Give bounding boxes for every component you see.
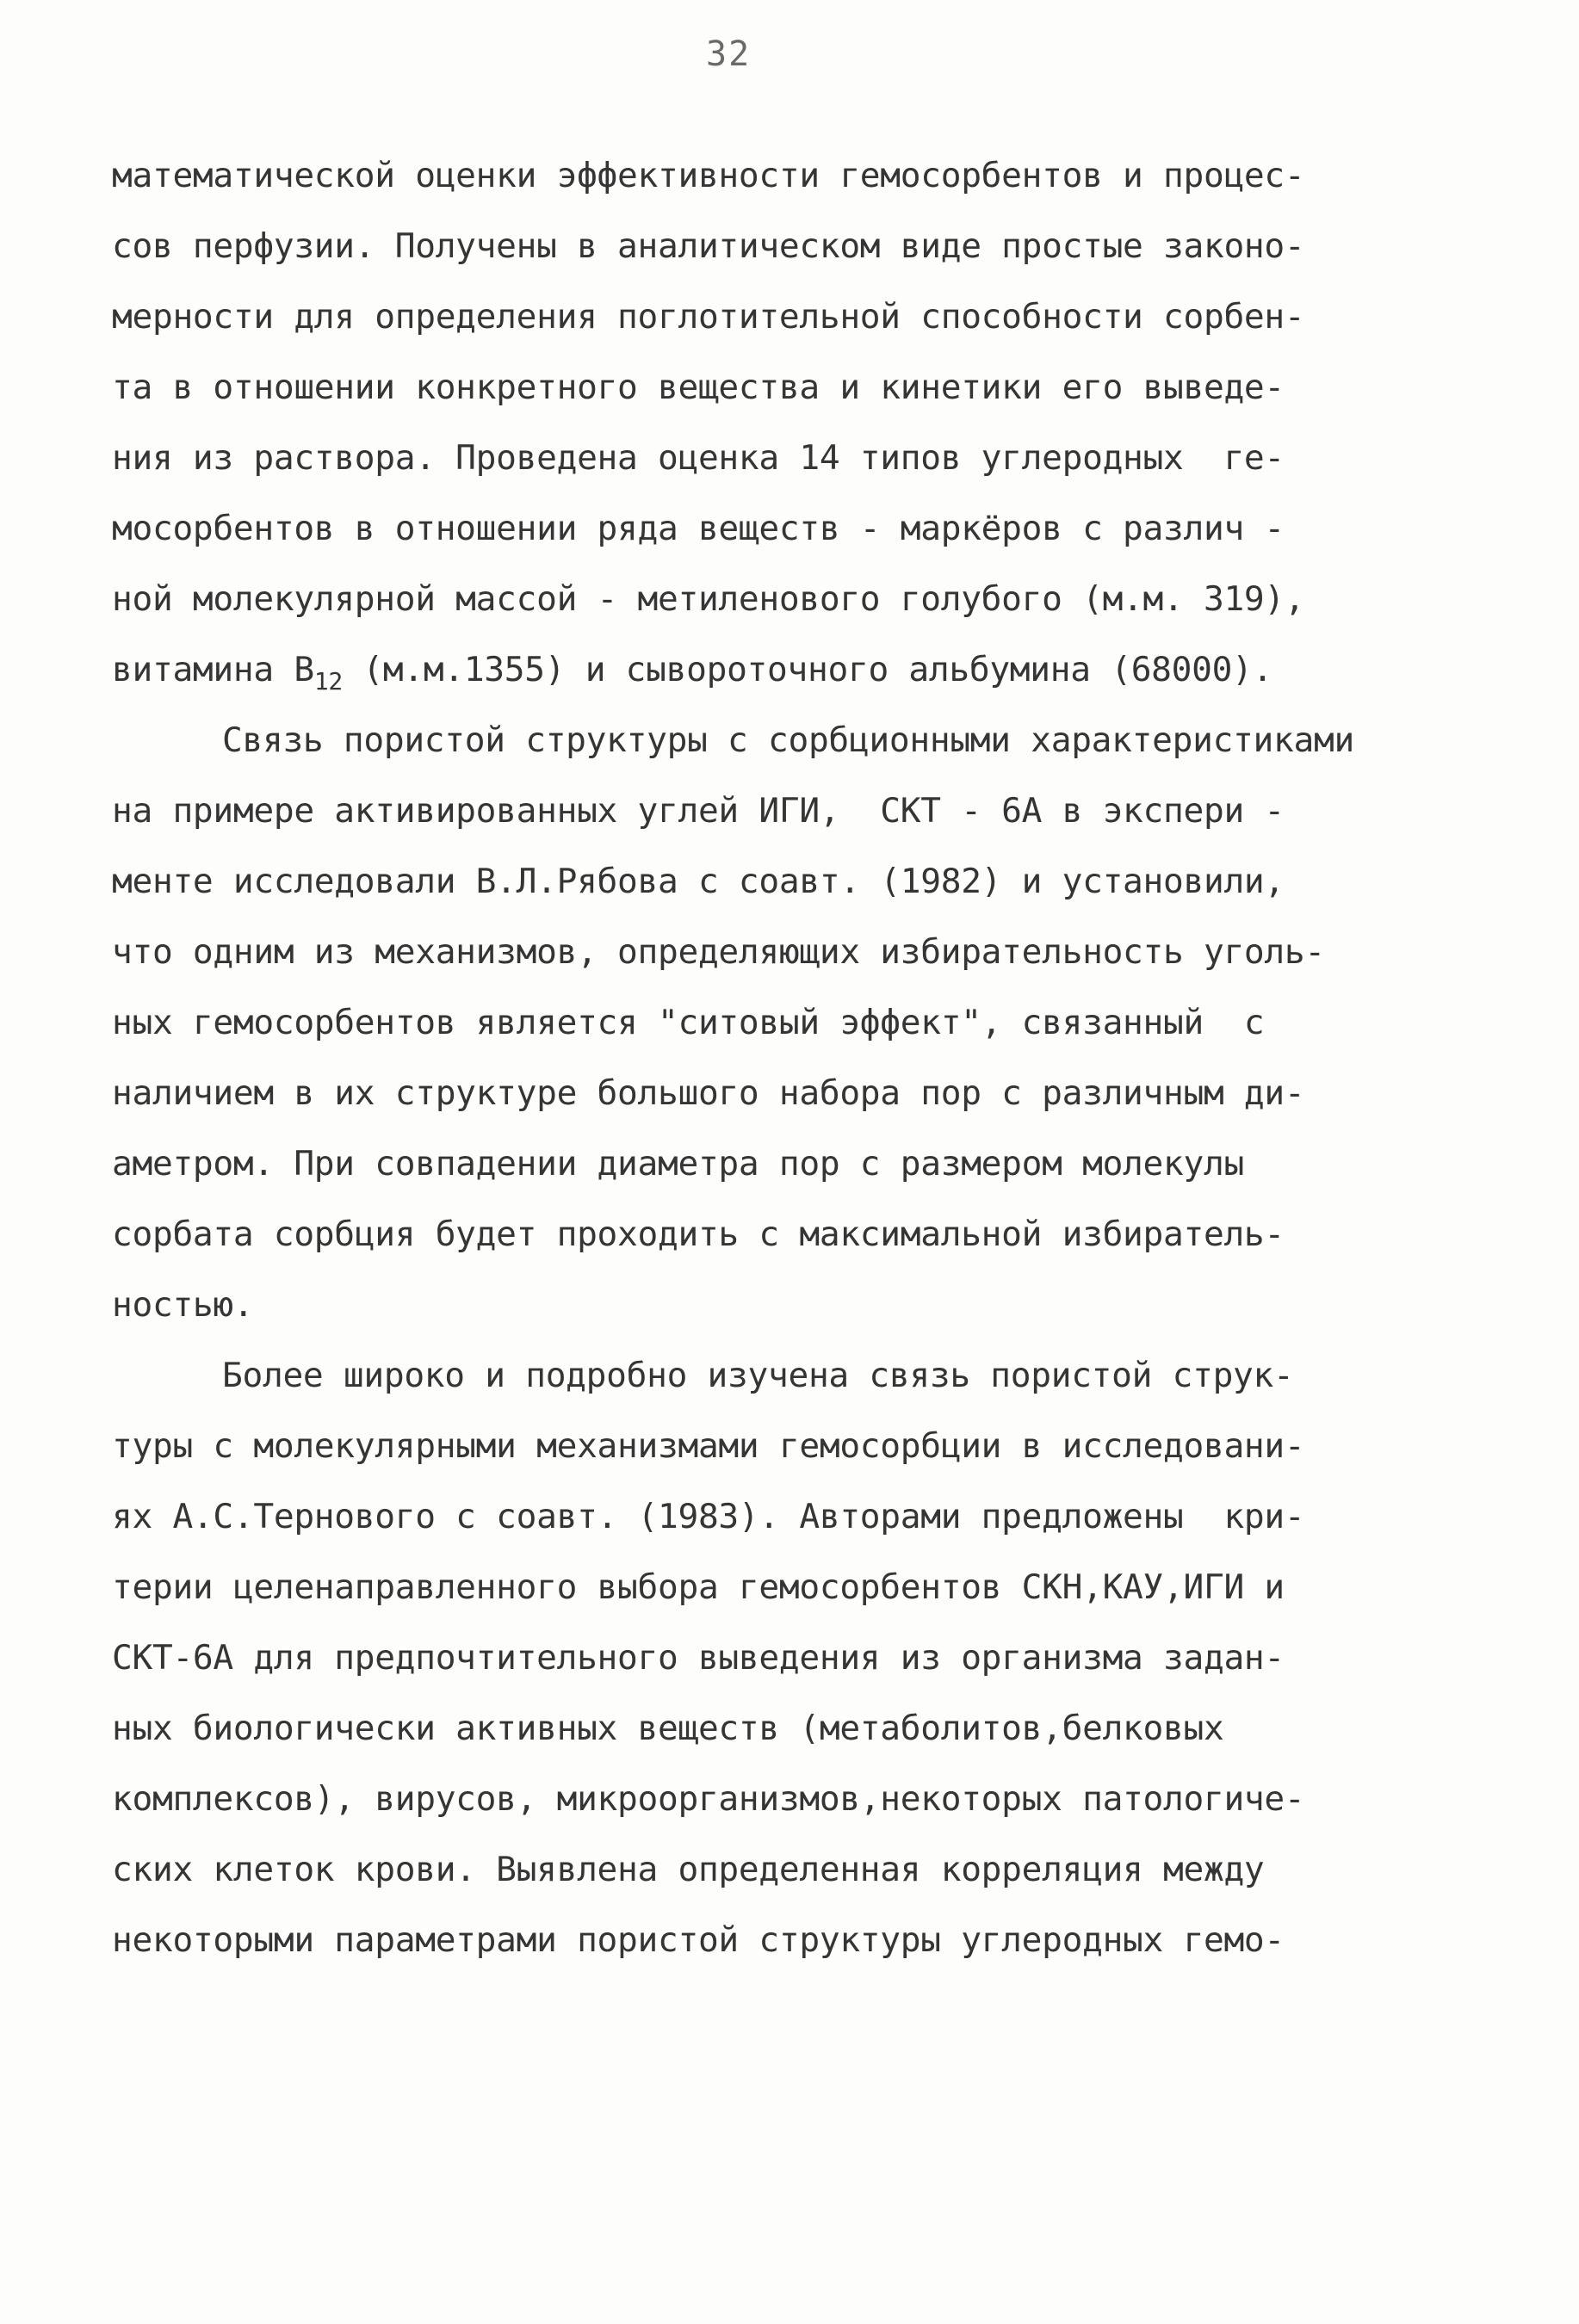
text-fragment: (м.м.1355) и сывороточного альбумина (68000). xyxy=(342,650,1273,689)
text-line: менте исследовали В.Л.Рябова с соавт. (1982) и установили, xyxy=(112,862,1285,901)
text-line: сорбата сорбция будет проходить с максимальной избиратель- xyxy=(112,1215,1285,1254)
text-line: что одним из механизмов, определяющих избирательность уголь- xyxy=(112,932,1325,972)
text-line: мосорбентов в отношении ряда веществ - маркёров с различ - xyxy=(112,509,1285,548)
text-line: туры с молекулярными механизмами гемосорбции в исследовани- xyxy=(112,1426,1305,1466)
text-line: наличием в их структуре большого набора пор с различным ди- xyxy=(112,1073,1305,1113)
text-line: та в отношении конкретного вещества и кинетики его выведе- xyxy=(112,368,1285,407)
text-line: ских клеток крови. Выявлена определенная корреляция между xyxy=(112,1850,1265,1889)
page-number: 32 xyxy=(706,34,752,74)
text-line-with-subscript xyxy=(112,649,1272,702)
text-line: мерности для определения поглотительной способности сорбен- xyxy=(112,297,1305,337)
text-line: аметром. При совпадении диаметра пор с размером молекулы xyxy=(112,1144,1244,1184)
text-line: ния из раствора. Проведена оценка 14 типов углеродных ге- xyxy=(112,438,1285,478)
text-fragment: витамина B xyxy=(112,650,314,689)
paragraph-first-line: Более широко и подробно изучена связь пористой струк- xyxy=(222,1356,1294,1395)
text-line: некоторыми параметрами пористой структуры углеродных гемо- xyxy=(112,1920,1285,1960)
text-line: ностью. xyxy=(112,1285,254,1325)
text-line: на примере активированных углей ИГИ, СКТ - 6А в экспери - xyxy=(112,791,1285,831)
text-line: ных биологически активных веществ (метаболитов,белковых xyxy=(112,1709,1224,1748)
text-line: терии целенаправленного выбора гемосорбентов СКН,КАУ,ИГИ и xyxy=(112,1567,1285,1607)
text-line: сов перфузии. Получены в аналитическом виде простые законо- xyxy=(112,226,1305,266)
text-line: СКТ-6А для предпочтительного выведения из организма задан- xyxy=(112,1638,1285,1678)
text-line: ных гемосорбентов является "ситовый эффект", связанный с xyxy=(112,1003,1265,1042)
text-line: математической оценки эффективности гемосорбентов и процес- xyxy=(112,156,1305,195)
paragraph-first-line: Связь пористой структуры с сорбционными характеристиками xyxy=(222,720,1354,760)
subscript: 12 xyxy=(313,667,343,695)
text-line: ях А.С.Тернового с соавт. (1983). Авторами предложены кри- xyxy=(112,1497,1305,1536)
text-line: комплексов), вирусов, микроорганизмов,некоторых патологиче- xyxy=(112,1779,1305,1819)
text-line: ной молекулярной массой - метиленового голубого (м.м. 319), xyxy=(112,579,1305,619)
